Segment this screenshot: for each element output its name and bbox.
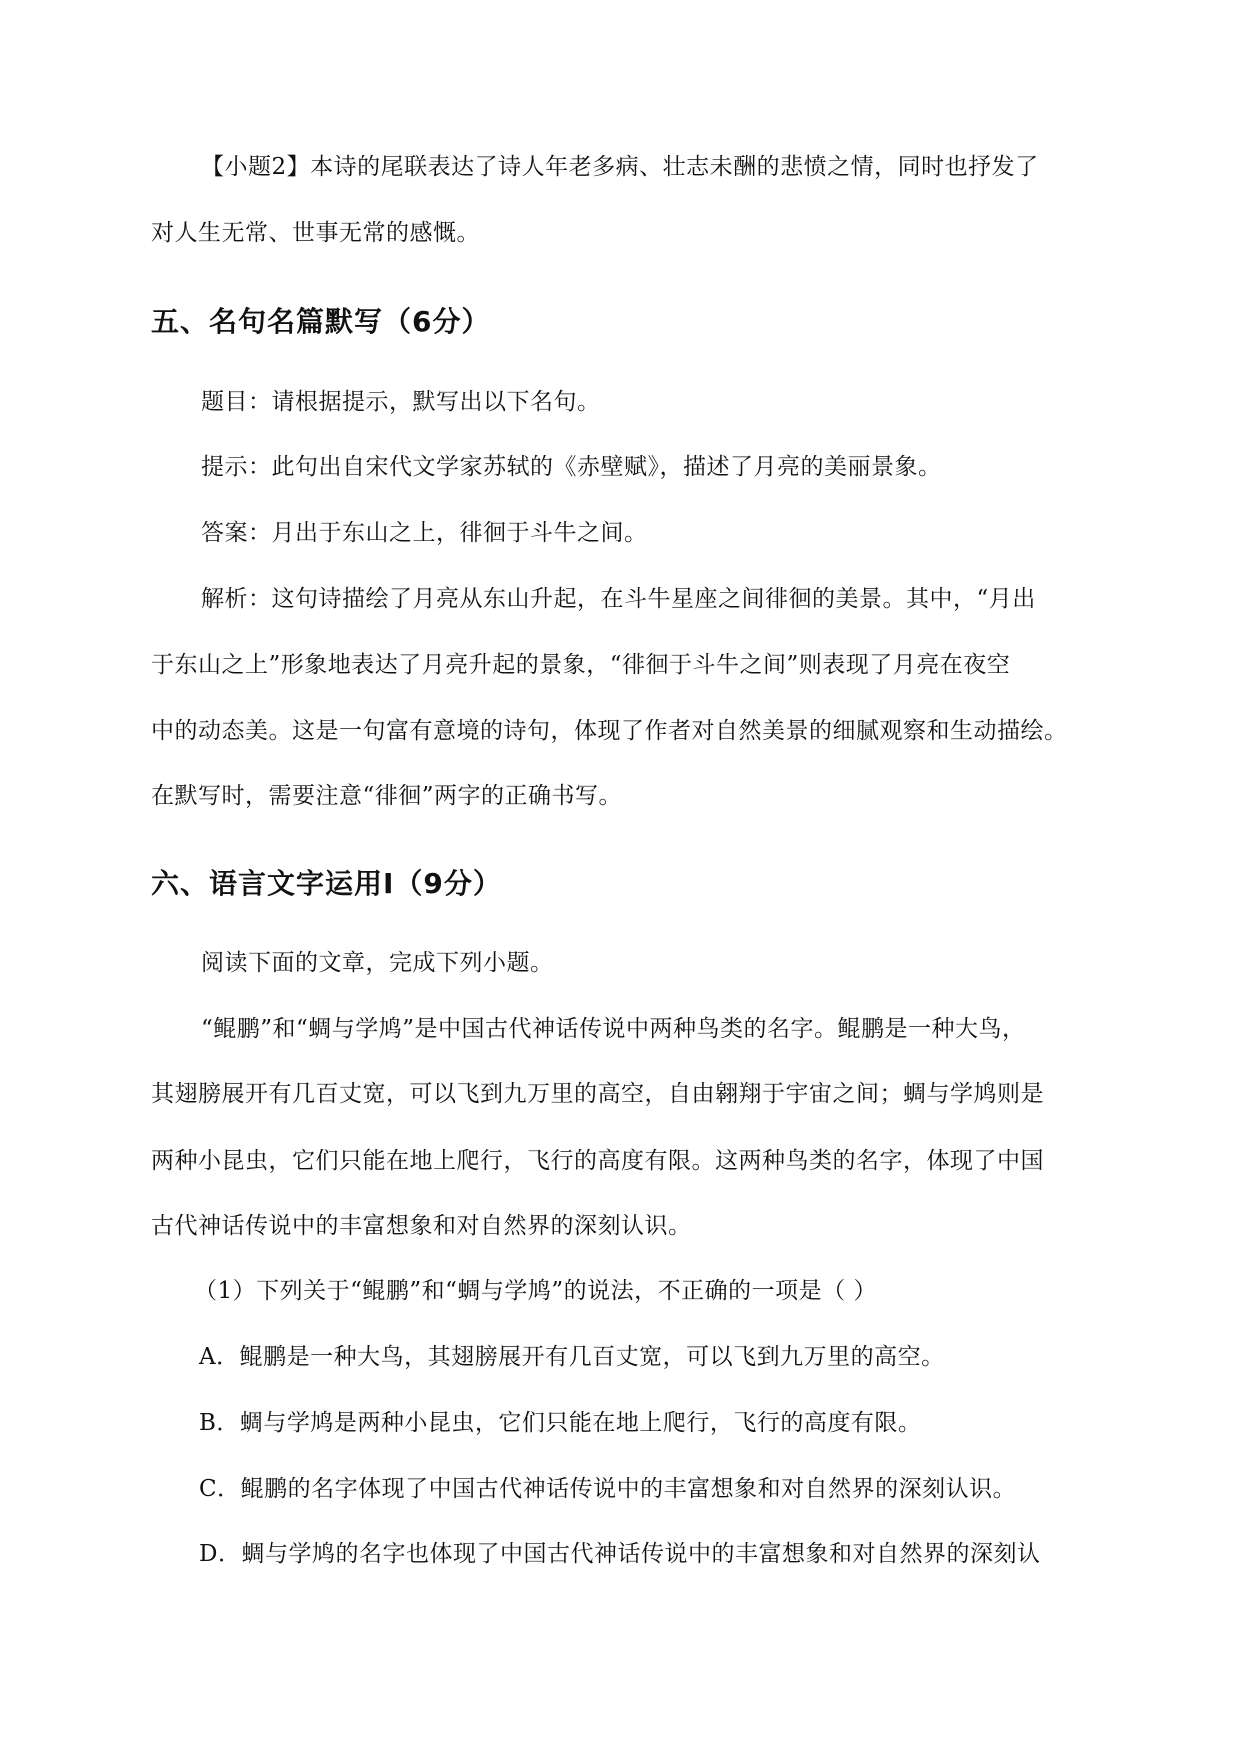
answer-2-line-1: 【小题2】本诗的尾联表达了诗人年老多病、壮志未酬的悲愤之情，同时也抒发了 bbox=[201, 154, 1039, 180]
section-5-hint: 提示：此句出自宋代文学家苏轼的《赤壁赋》，描述了月亮的美丽景象。 bbox=[201, 454, 942, 480]
section-5-analysis-line: 解析：这句诗描绘了月亮从东山升起，在斗牛星座之间徘徊的美景。其中，“月出 bbox=[201, 586, 1036, 612]
section-6-heading: 六、语言文字运用Ⅰ（9分） bbox=[151, 867, 502, 900]
section-5-analysis-line: 在默写时，需要注意“徘徊”两字的正确书写。 bbox=[151, 783, 623, 809]
section-5-analysis-line: 于东山之上”形象地表达了月亮升起的景象，“徘徊于斗牛之间”则表现了月亮在夜空 bbox=[151, 652, 1011, 678]
section-6-passage-line: 两种小昆虫，它们只能在地上爬行，飞行的高度有限。这两种鸟类的名字，体现了中国 bbox=[151, 1148, 1044, 1174]
answer-2-line-2: 对人生无常、世事无常的感慨。 bbox=[151, 220, 480, 246]
section-5-analysis-line: 中的动态美。这是一句富有意境的诗句，体现了作者对自然美景的细腻观察和生动描绘。 bbox=[151, 718, 1068, 744]
section-5-question: 题目：请根据提示，默写出以下名句。 bbox=[201, 389, 601, 415]
section-6-instruction: 阅读下面的文章，完成下列小题。 bbox=[201, 950, 554, 976]
option-a: A．鲲鹏是一种大鸟，其翅膀展开有几百丈宽，可以飞到九万里的高空。 bbox=[199, 1344, 945, 1370]
option-d: D．蜩与学鸠的名字也体现了中国古代神话传说中的丰富想象和对自然界的深刻认 bbox=[199, 1541, 1041, 1567]
question-1: （1）下列关于“鲲鹏”和“蜩与学鸠”的说法，不正确的一项是（ ） bbox=[194, 1278, 877, 1304]
section-5-answer: 答案：月出于东山之上，徘徊于斗牛之间。 bbox=[201, 520, 648, 546]
option-b: B．蜩与学鸠是两种小昆虫，它们只能在地上爬行，飞行的高度有限。 bbox=[199, 1410, 922, 1436]
section-6-passage-line: 古代神话传说中的丰富想象和对自然界的深刻认识。 bbox=[151, 1213, 692, 1239]
section-6-passage-line: 其翅膀展开有几百丈宽，可以飞到九万里的高空，自由翱翔于宇宙之间；蜩与学鸠则是 bbox=[151, 1081, 1044, 1107]
section-5-heading: 五、名句名篇默写（6分） bbox=[151, 305, 491, 338]
section-6-passage-line: “鲲鹏”和“蜩与学鸠”是中国古代神话传说中两种鸟类的名字。鲲鹏是一种大鸟， bbox=[201, 1016, 1026, 1042]
option-c: C．鲲鹏的名字体现了中国古代神话传说中的丰富想象和对自然界的深刻认识。 bbox=[199, 1476, 1017, 1502]
